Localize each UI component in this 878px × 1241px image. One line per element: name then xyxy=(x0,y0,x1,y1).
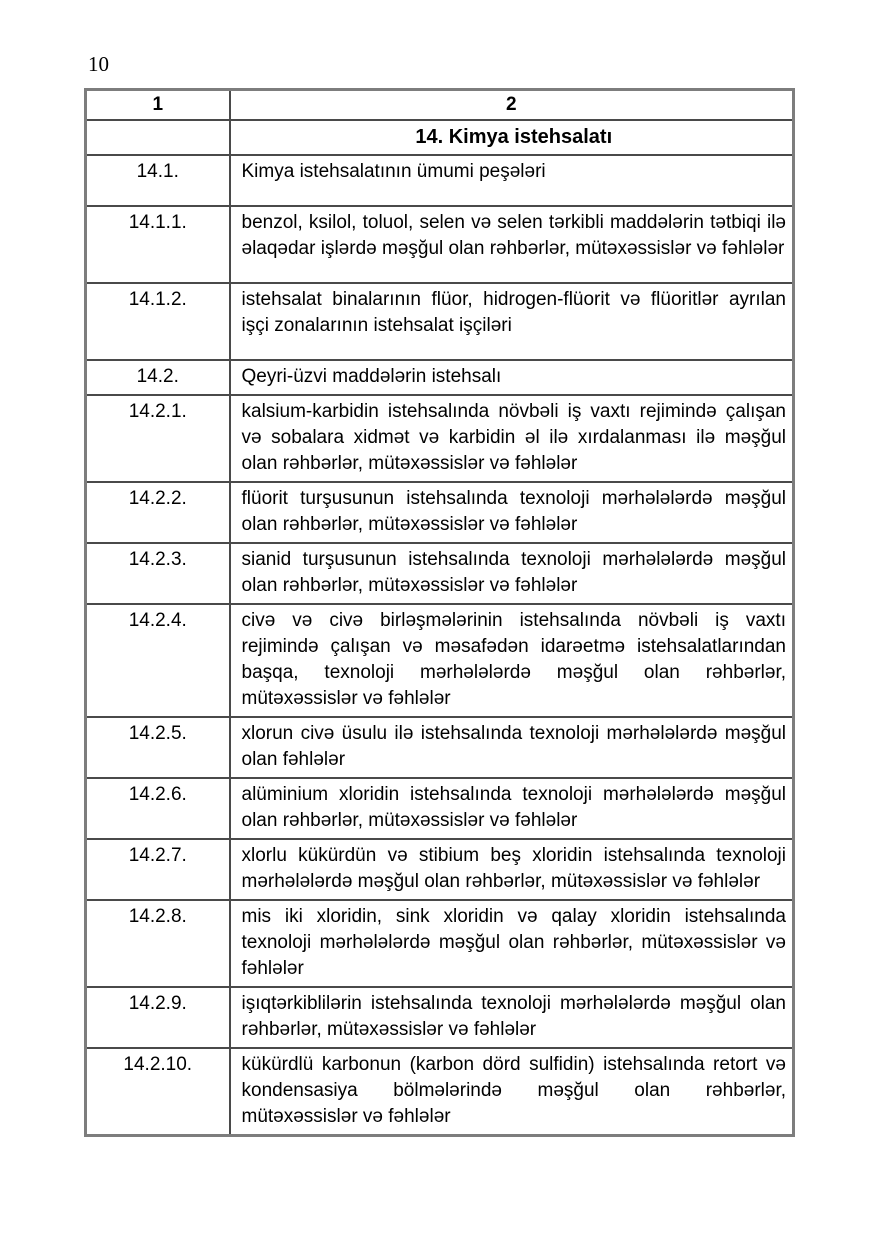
table-row xyxy=(86,206,794,283)
row-text: benzol, ksilol, toluol, selen və selen tərkibli maddələrin tətbiqi ilə əlaqədar işlərdə məşğul olan rəhbərlər, mütəxəssislər və fəhlələr xyxy=(230,206,794,283)
table-row xyxy=(86,482,794,543)
row-text: flüorit turşusunun istehsalında texnoloji mərhələlərdə məşğul olan rəhbərlər, mütəxəssislər və fəhlələr xyxy=(230,482,794,543)
row-text: Kimya istehsalatının ümumi peşələri xyxy=(230,155,794,206)
row-number: 14.2.7. xyxy=(86,839,230,900)
row-number: 14.2.1. xyxy=(86,395,230,482)
column-header-1: 1 xyxy=(86,90,230,121)
row-text: Qeyri-üzvi maddələrin istehsalı xyxy=(230,360,794,395)
row-text: işıqtərkiblilərin istehsalında texnoloji mərhələlərdə məşğul olan rəhbərlər, mütəxəssislər və fəhlələr xyxy=(230,987,794,1048)
row-number: 14.2.6. xyxy=(86,778,230,839)
row-number xyxy=(86,120,230,155)
row-text: sianid turşusunun istehsalında texnoloji mərhələlərdə məşğul olan rəhbərlər, mütəxəssislər və fəhlələr xyxy=(230,543,794,604)
row-number: 14.2.2. xyxy=(86,482,230,543)
row-number: 14.1.1. xyxy=(86,206,230,283)
table-row xyxy=(86,395,794,482)
table-row xyxy=(86,778,794,839)
table-row xyxy=(86,604,794,717)
row-number: 14.1. xyxy=(86,155,230,206)
row-text: istehsalat binalarının flüor, hidrogen-flüorit və flüoritlər ayrılan işçi zonalarının istehsalat işçiləri xyxy=(230,283,794,360)
table-row xyxy=(86,717,794,778)
page-number: 10 xyxy=(88,52,109,76)
row-number: 14.2.5. xyxy=(86,717,230,778)
table-row xyxy=(86,900,794,987)
table-row xyxy=(86,283,794,360)
row-text: xlorun civə üsulu ilə istehsalında texnoloji mərhələlərdə məşğul olan fəhlələr xyxy=(230,717,794,778)
table-body xyxy=(86,120,794,1136)
table-row xyxy=(86,987,794,1048)
section-row xyxy=(86,120,794,155)
row-number: 14.2.9. xyxy=(86,987,230,1048)
row-text: alüminium xloridin istehsalında texnoloji mərhələlərdə məşğul olan rəhbərlər, mütəxəssislər və fəhlələr xyxy=(230,778,794,839)
table-header-row xyxy=(86,90,794,121)
row-text: civə və civə birləşmələrinin istehsalında növbəli iş vaxtı rejimində çalışan və məsafədən idarəetmə istehsalatlarından başqa, texnoloji mərhələlərdə məşğul olan rəhbərlər, mütəxəssislər və fəhlələr xyxy=(230,604,794,717)
table-row xyxy=(86,1048,794,1136)
row-number: 14.2.8. xyxy=(86,900,230,987)
column-header-2: 2 xyxy=(230,90,794,121)
row-text: xlorlu kükürdün və stibium beş xloridin istehsalında texnoloji mərhələlərdə məşğul olan rəhbərlər, mütəxəssislər və fəhlələr xyxy=(230,839,794,900)
section-title: 14. Kimya istehsalatı xyxy=(230,120,794,155)
table-row xyxy=(86,839,794,900)
row-number: 14.2.4. xyxy=(86,604,230,717)
row-text: mis iki xloridin, sink xloridin və qalay xloridin istehsalında texnoloji mərhələlərdə məşğul olan rəhbərlər, mütəxəssislər və fəhlələr xyxy=(230,900,794,987)
professions-table xyxy=(84,88,795,1137)
row-number: 14.2. xyxy=(86,360,230,395)
table-row xyxy=(86,155,794,206)
row-text: kükürdlü karbonun (karbon dörd sulfidin) istehsalında retort və kondensasiya bölmələrində məşğul olan rəhbərlər, mütəxəssislər və fəhlələr xyxy=(230,1048,794,1136)
row-number: 14.1.2. xyxy=(86,283,230,360)
table-row xyxy=(86,360,794,395)
table-row xyxy=(86,543,794,604)
row-number: 14.2.10. xyxy=(86,1048,230,1136)
row-text: kalsium-karbidin istehsalında növbəli iş vaxtı rejimində çalışan və sobalara xidmət və karbidin əl ilə xırdalanması ilə məşğul olan rəhbərlər, mütəxəssislər və fəhlələr xyxy=(230,395,794,482)
row-number: 14.2.3. xyxy=(86,543,230,604)
